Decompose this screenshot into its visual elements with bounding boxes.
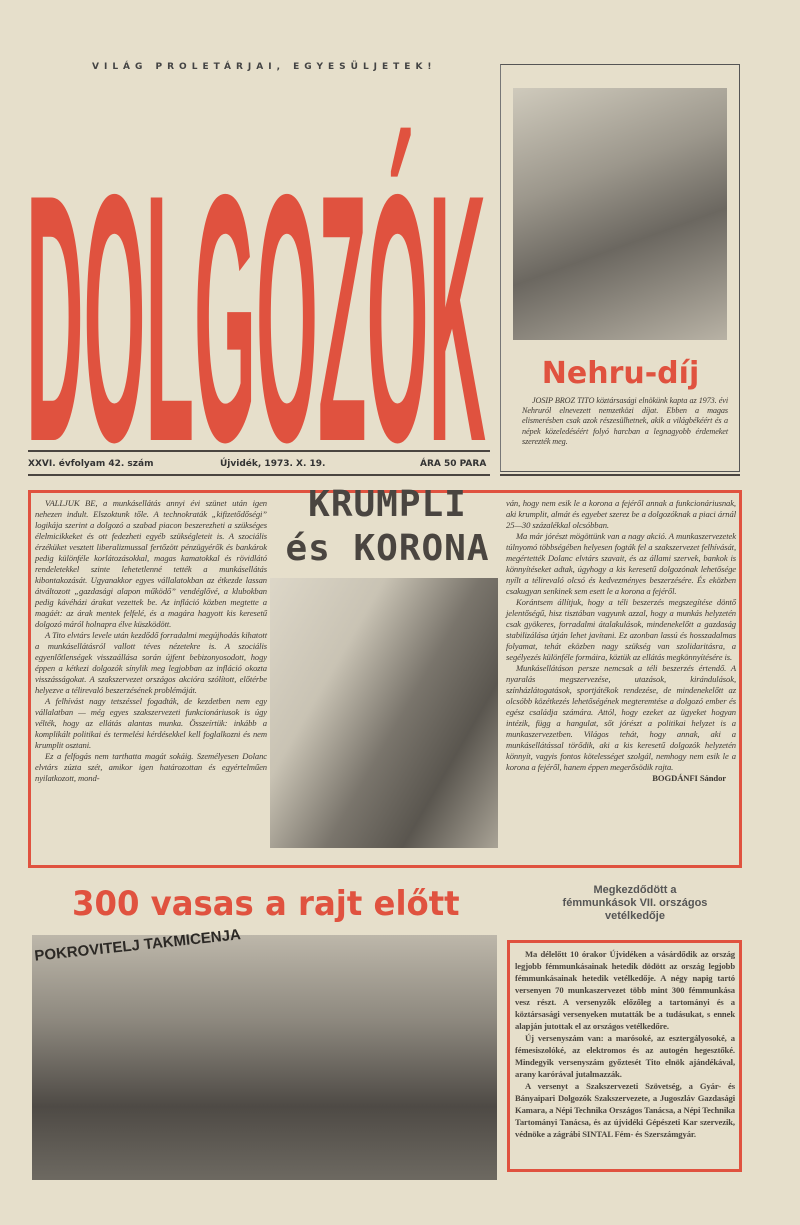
metal-subhead: Megkezdődött a fémmunkások VII. országos vetélkedője (562, 884, 708, 922)
market-photo (270, 578, 498, 848)
masthead-title (26, 90, 488, 450)
metal-article-text: Ma délelőtt 10 órakor Újvidéken a vásárdődik az ország legjobb fémmunkásainak hetedik dödött az ország legjobb fémmunkásainak hetedik vetélkedője. A négy napig tartó versenyen 70 munkaszervezet több mint 300 fémmunkása vesz részt. A versenyzők előzőleg a tartományi és a köztársasági versenyeken mutatták be a tudásukat, s ennek alapján jutottak el az országos vetélkedőre. Új versenyszám van: a marósoké, az esztergályosoké, a fémesiszolóké, az elektromos és az autogén hegesztőké. Mindegyik versenyszám győztesét Tito elnök ajándékával, arany karórával jutalmazzák. A versenyt a Szakszervezeti Szövetség, a Gyár- és Bányaipari Dolgozók Szakszervezete, a Jugoszláv Gazdasági Kamara, a Népi Technika Országos Tanácsa, a Népi Technika Tartományi Tanácsa, és az újvidéki Gépészeti Kar szervezik, védnöke a zágrábi SINTAL Fém- és Szerszámgyár. (515, 949, 735, 1139)
price: ÁRA 50 PARA (420, 459, 487, 469)
nehru-text: JOSIP BROZ TITO köztársasági elnökünk kapta az 1973. évi Nehruról elnevezett nemzetközi díjat. Ebben a magas elismerésben csak azok részesülhetnek, akik a világbékéért és a népek közeledéséért folyó harcban a legnagyobb érdemeket szerezték meg. (522, 396, 728, 446)
main-article-right-column: ván, hogy nem esik le a korona a fejéről annak a funkcionáriusnak, aki krumplit, almát és egyebet szerez be a dolgozóknak a piaci árnál 25—30 százalékkal olcsóbban. Ma már jórészt mögöttünk van a nagy akció. A munkaszervezetek túlnyomó többségében helyesen fogták fel a szakszervezet felhívását, megértették Dolanc elvtárs szavait, és az állami szervek, bankok is könnyítéseket adtak, úgyhogy a kis keresetű dolgozónak lehetősége nyílt a télirevaló olcsó és kedvezményes beszerzésére. És eközben csakugyan senkinek sem esett le a korona a fejéről. Korántsem állítjuk, hogy a téli beszerzés megszegítése döntő jelentőségű, hisz tisztában vagyunk azzal, hogy a munkás helyzetén csak gyökeres, forradalmi átalakulások, mindenekelőtt a gazdaság stabilizálása útján lehet javítani. Ez azonban lassú és hosszadalmas folyamat, tehát eközben nagy szükség van szolidaritásra, a segélyezés különféle formáira, köztük az ellátás megkönnyítésére is. Munkásellátáson persze nemcsak a téli beszerzés értendő. A nyaralás megszervezése, utazások, kirándulások, színházlátogatások, sportjátékok rendezése, de mindenekelőtt az olcsóbb közétkezés lehetőségének megteremtése a dolgozó ember és egész családja számára. Attól, hogy ezeket az ügyeket hogyan intézik, függ a hangulat, sőt jórészt a politikai helyzet is a munkaszervezetben. Világos tehát, hogy annak, aki a munkásellátással törődik, aki a kis keresetű dolgozók helyzetén könnyít, vagyis fontos kötelességet szolgál, nemhogy nem esik le a korona a fejéről, hanem éppen megerősödik rajta. BOGDÁNFI Sándor (506, 498, 736, 783)
photo-banner-text: POKROVITELJ TAKMICENJA (33, 926, 242, 965)
metal-headline: 300 vasas a rajt előtt (72, 884, 460, 924)
metal-workers-photo (32, 926, 497, 1180)
main-article-left-column: VALLJUK BE, a munkásellátás annyi évi szünet után igen nehezen indult. Elszoktunk tőle. A technokraták „kifizetődőségi” logikája szerint a dolgozó a szabad piacon beszerezheti a szükséges élelmicikkeket és ott fedezheti egyéb szükségleteit is. A szociális érzéküket vesztett liberalizmussal fertőzött pénzügyérők és bankárok pedig különféle korlátozásokkal, magas kamatokkal és rövidlátó rendeletekkel szinte lehetetlenné tették a munkásellátás kibontakozását. Ugyanakkor egyes vállalatokban az étkezde lassan átváltozott „gazdasági alapon működő” vendéglővé, a klubokban pedig kávéházi árakat vezettek be. Az infláció közben megtette a magáét: az árak mentek felfelé, és a magára hagyott kis keresetű dolgozó máról holnapra élve küszködött. A Tito elvtárs levele után kezdődő forradalmi megújhodás kihatott a munkásellátásról vallott téves nézetekre is. A szociális egyenlőtlenségek visszaállása során újfent bebizonyosodott, hogy éppen a kétkezi dolgozók sínylik meg legjobban az infláció okozta visszásságokat. A szakszervezet országos akcióra szólított, előtérbe helyezve a télirevaló beszerzésének problémáját. A felhívást nagy tetszéssel fogadták, de kezdetben nem egy vállalatban — még egyes szakszervezeti funkcionáriusok is úgy vélték, hogy az ellátás alantas munka. Összeírtük: inkább a komplikált politikai és termelési kérdésekkel kell foglalkozni és nem krumplit osztani. Ez a felfogás nem tarthatta magát sokáig. Személyesen Dolanc elvtárs zúzta szét, amikor igen határozottan és egyértelműen nyilatkozott, mond- (35, 498, 267, 783)
svg-text:DOLGOZÓK: DOLGOZÓK (26, 122, 487, 450)
volume-number: XXVI. évfolyam 42. szám (28, 459, 154, 469)
tito-photo (513, 88, 727, 340)
place-date: Újvidék, 1973. X. 19. (220, 459, 326, 469)
main-headline-2: és KORONA (285, 528, 490, 569)
nehru-headline: Nehru-díj (541, 356, 700, 391)
author: BOGDÁNFI Sándor (652, 773, 726, 783)
main-headline-1: KRUMPLI (308, 484, 467, 525)
masthead-motto: VILÁG PROLETÁRJAI, EGYESÜLJETEK! (92, 62, 437, 72)
